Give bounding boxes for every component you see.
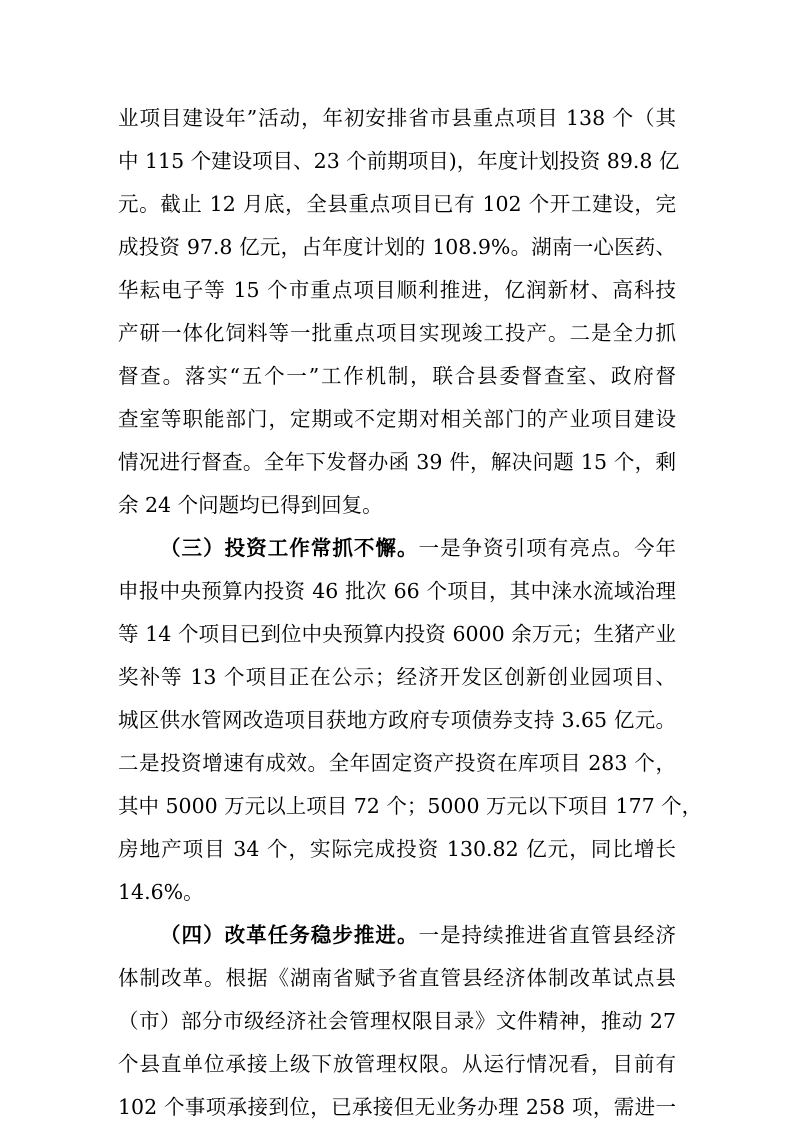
paragraph-line: 体制改革。根据《湖南省赋予省直管县经济体制改革试点县: [118, 966, 676, 990]
paragraph-line: 查室等职能部门，定期或不定期对相关部门的产业项目建设: [118, 407, 676, 431]
section-three-first-line: [160, 531, 676, 565]
section-four-heading: （四）改革任务稳步推进。: [160, 923, 419, 947]
paragraph-line: 其中 5000 万元以上项目 72 个；5000 万元以下项目 177 个，: [118, 794, 703, 818]
paragraph-line: 102 个事项承接到位，已承接但无业务办理 258 项，需进一: [118, 1095, 676, 1119]
paragraph-line: 奖补等 13 个项目正在公示；经济开发区创新创业园项目、: [118, 665, 676, 689]
paragraph-line: 元。截止 12 月底，全县重点项目已有 102 个开工建设，完: [118, 192, 676, 216]
paragraph-line: 督查。落实“五个一”工作机制，联合县委督查室、政府督: [118, 364, 676, 388]
section-three-heading: （三）投资工作常抓不懈。: [160, 536, 419, 560]
paragraph-line: 中 115 个建设项目、23 个前期项目)，年度计划投资 89.8 亿: [118, 149, 680, 173]
paragraph-line: 产研一体化饲料等一批重点项目实现竣工投产。二是全力抓: [118, 321, 676, 345]
paragraph-line: （市）部分市级经济社会管理权限目录》文件精神，推动 27: [118, 1009, 676, 1033]
paragraph-line: 余 24 个问题均已得到回复。: [118, 493, 383, 517]
paragraph-line: 等 14 个项目已到位中央预算内投资 6000 余万元；生猪产业: [118, 622, 676, 646]
section-four-lead: 一是持续推进省直管县经济: [418, 923, 677, 947]
paragraph-line: 华耘电子等 15 个市重点项目顺利推进，亿润新材、高科技: [118, 278, 676, 302]
section-three-lead: 一是争资引项有亮点。今年: [418, 536, 677, 560]
paragraph-line: 城区供水管网改造项目获地方政府专项债券支持 3.65 亿元。: [118, 708, 676, 732]
paragraph-line: 个县直单位承接上级下放管理权限。从运行情况看，目前有: [118, 1052, 676, 1076]
paragraph-line: 二是投资增速有成效。全年固定资产投资在库项目 283 个，: [118, 751, 676, 775]
paragraph-line: 14.6%。: [118, 880, 204, 904]
paragraph-line: 业项目建设年”活动，年初安排省市县重点项目 138 个（其: [118, 106, 676, 130]
paragraph-line: 情况进行督查。全年下发督办函 39 件，解决问题 15 个，剩: [118, 450, 676, 474]
paragraph-line: 房地产项目 34 个，实际完成投资 130.82 亿元，同比增长: [118, 837, 676, 861]
section-four-first-line: [160, 918, 676, 952]
paragraph-line: 成投资 97.8 亿元，占年度计划的 108.9%。湖南一心医药、: [118, 235, 676, 259]
paragraph-line: 申报中央预算内投资 46 批次 66 个项目，其中涞水流域治理: [118, 579, 676, 603]
